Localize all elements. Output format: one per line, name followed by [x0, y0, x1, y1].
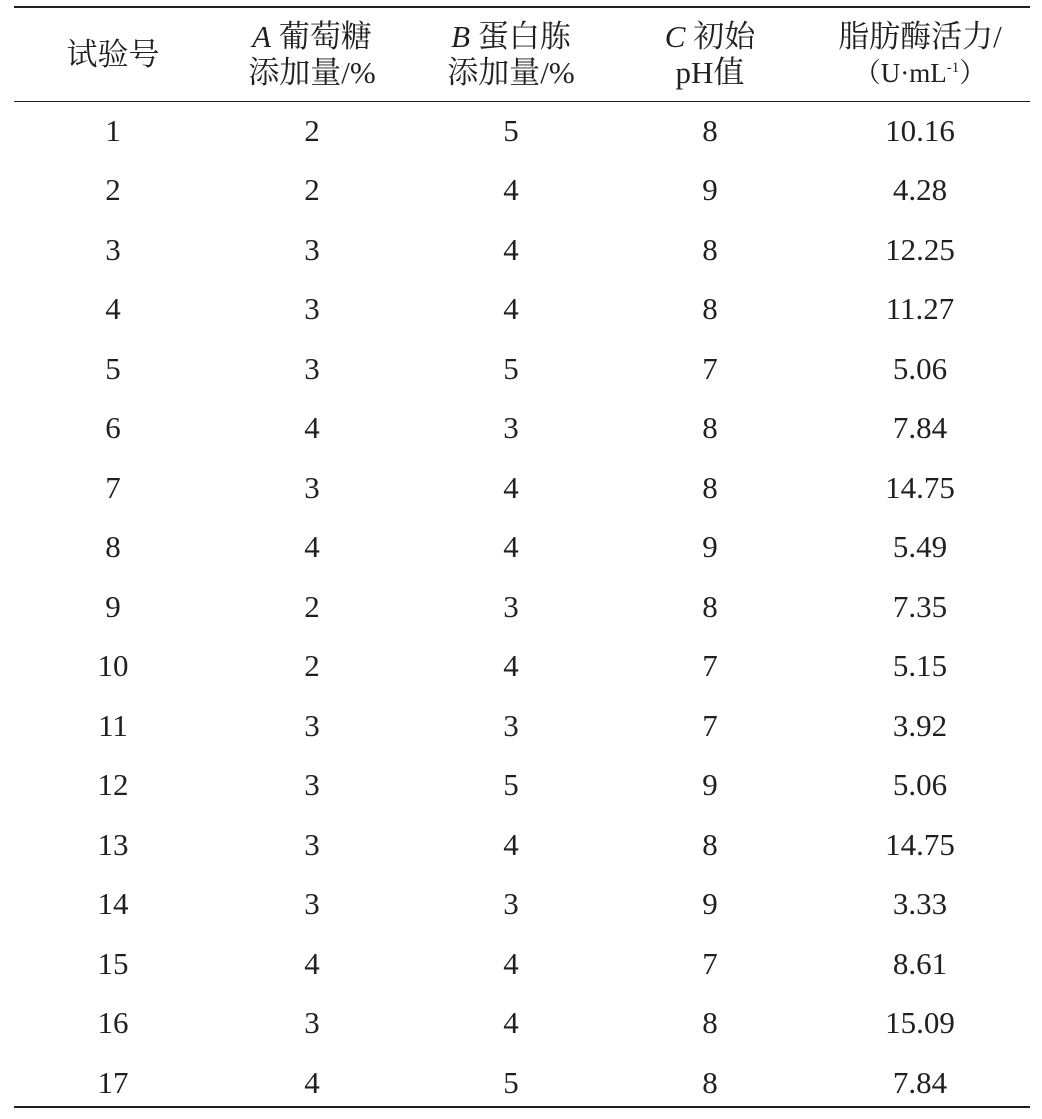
data-table [14, 8, 1030, 1113]
table-row [14, 637, 1030, 697]
peptone-cell: 3 [503, 707, 519, 743]
peptone-cell: 3 [503, 410, 519, 446]
peptone-cell: 4 [503, 648, 519, 684]
peptone-cell: 5 [503, 1064, 519, 1100]
glucose-cell: 2 [304, 172, 320, 208]
trial-no-cell: 15 [97, 945, 129, 981]
table-row [14, 458, 1030, 518]
glucose-cell: 4 [304, 529, 320, 565]
trial-no-cell: 13 [97, 826, 129, 862]
lipase-activity-cell: 5.06 [892, 350, 948, 386]
table-row [14, 696, 1030, 756]
peptone-cell: 4 [503, 826, 519, 862]
table-row [14, 399, 1030, 459]
trial-no-cell: 3 [105, 231, 121, 267]
trial-no-cell: 11 [98, 707, 128, 743]
trial-no-cell: 12 [97, 767, 129, 803]
glucose-cell: 3 [304, 1005, 320, 1041]
trial-no-cell: 5 [105, 350, 121, 386]
peptone-cell: 4 [503, 291, 519, 327]
table-row [14, 339, 1030, 399]
glucose-cell: 3 [304, 291, 320, 327]
glucose-cell: 3 [304, 886, 320, 922]
initial-ph-cell: 7 [702, 707, 718, 743]
trial-no-cell: 6 [105, 410, 121, 446]
table-row [14, 518, 1030, 578]
header-line: B 蛋白胨 [451, 18, 571, 54]
peptone-cell: 5 [503, 112, 519, 148]
header-line: 添加量/% [248, 54, 376, 90]
table-row [14, 220, 1030, 280]
initial-ph-cell: 8 [702, 469, 718, 505]
lipase-activity-cell: 3.33 [892, 886, 948, 922]
lipase-activity-cell: 14.75 [885, 826, 955, 862]
lipase-activity-cell: 5.49 [892, 529, 948, 565]
initial-ph-cell: 7 [702, 350, 718, 386]
peptone-cell: 4 [503, 945, 519, 981]
peptone-cell: 5 [503, 767, 519, 803]
initial-ph-cell: 9 [702, 886, 718, 922]
peptone-cell: 4 [503, 1005, 519, 1041]
peptone-cell: 4 [503, 469, 519, 505]
table-row [14, 994, 1030, 1054]
peptone-cell: 3 [503, 886, 519, 922]
initial-ph-cell: 8 [702, 1064, 718, 1100]
initial-ph-cell: 8 [702, 231, 718, 267]
glucose-cell: 2 [304, 648, 320, 684]
peptone-cell: 5 [503, 350, 519, 386]
initial-ph-cell: 8 [702, 1005, 718, 1041]
glucose-cell: 3 [304, 231, 320, 267]
trial-no-cell: 7 [105, 469, 121, 505]
lipase-activity-cell: 14.75 [885, 469, 955, 505]
lipase-activity-cell: 4.28 [892, 172, 948, 208]
table-header [14, 8, 1030, 101]
header-trial-no [14, 8, 212, 101]
glucose-cell: 2 [304, 112, 320, 148]
header-row [14, 8, 1030, 101]
lipase-activity-cell: 15.09 [885, 1005, 955, 1041]
header-glucose [212, 8, 412, 101]
table-row [14, 756, 1030, 816]
table-row [14, 101, 1030, 161]
table-row [14, 815, 1030, 875]
glucose-cell: 3 [304, 350, 320, 386]
header-lipase-activity [810, 8, 1030, 101]
factor-symbol: C [664, 18, 686, 54]
header-line: A 葡萄糖 [252, 18, 372, 54]
glucose-cell: 4 [304, 1064, 320, 1100]
initial-ph-cell: 7 [702, 648, 718, 684]
trial-no-cell: 9 [105, 588, 121, 624]
lipase-activity-cell: 7.84 [892, 1064, 948, 1100]
initial-ph-cell: 9 [702, 172, 718, 208]
initial-ph-cell: 8 [702, 826, 718, 862]
table-row [14, 1053, 1030, 1113]
peptone-cell: 4 [503, 231, 519, 267]
lipase-activity-cell: 7.35 [892, 588, 948, 624]
glucose-cell: 3 [304, 826, 320, 862]
initial-ph-cell: 7 [702, 945, 718, 981]
glucose-cell: 4 [304, 945, 320, 981]
factor-symbol: B [451, 18, 471, 54]
lipase-activity-cell: 8.61 [892, 945, 948, 981]
header-unit-line: $(U\cdot mL^{-1})$ [853, 57, 987, 88]
table-row [14, 280, 1030, 340]
trial-no-cell: 17 [97, 1064, 129, 1100]
trial-no-cell: 16 [97, 1005, 129, 1041]
initial-ph-cell: 8 [702, 588, 718, 624]
glucose-cell: 2 [304, 588, 320, 624]
glucose-cell: 3 [304, 707, 320, 743]
trial-no-cell: 14 [97, 886, 129, 922]
initial-ph-cell: 8 [702, 410, 718, 446]
experiment-table [14, 0, 1030, 1119]
trial-no-cell: 10 [97, 648, 129, 684]
header-initial-ph [610, 8, 810, 101]
table-row [14, 875, 1030, 935]
lipase-activity-cell: 3.92 [892, 707, 948, 743]
header-line: 添加量/% [447, 54, 575, 90]
initial-ph-cell: 8 [702, 112, 718, 148]
table-row [14, 577, 1030, 637]
table-row [14, 161, 1030, 221]
glucose-cell: 3 [304, 767, 320, 803]
lipase-activity-cell: 5.15 [892, 648, 948, 684]
trial-no-cell: 1 [105, 112, 121, 148]
initial-ph-cell: 9 [702, 529, 718, 565]
header-line: C 初始 [664, 18, 756, 54]
glucose-cell: 4 [304, 410, 320, 446]
glucose-cell: 3 [304, 469, 320, 505]
trial-no-cell: 8 [105, 529, 121, 565]
peptone-cell: 4 [503, 172, 519, 208]
factor-symbol: A [252, 18, 272, 54]
lipase-activity-cell: 7.84 [892, 410, 948, 446]
peptone-cell: 4 [503, 529, 519, 565]
lipase-activity-cell: 11.27 [885, 291, 955, 327]
header-line: pH值 [675, 54, 745, 90]
header-line: 脂肪酶活力/ [838, 18, 1002, 54]
peptone-cell: 3 [503, 588, 519, 624]
trial-no-cell: 2 [105, 172, 121, 208]
initial-ph-cell: 9 [702, 767, 718, 803]
lipase-activity-cell: 5.06 [892, 767, 948, 803]
header-line: 试验号 [66, 36, 160, 72]
header-peptone [412, 8, 610, 101]
lipase-activity-cell: 12.25 [885, 231, 955, 267]
unit-superscript: -1 [946, 59, 960, 76]
table-body [14, 101, 1030, 1113]
table-row [14, 934, 1030, 994]
initial-ph-cell: 8 [702, 291, 718, 327]
trial-no-cell: 4 [105, 291, 121, 327]
lipase-activity-cell: 10.16 [885, 112, 955, 148]
